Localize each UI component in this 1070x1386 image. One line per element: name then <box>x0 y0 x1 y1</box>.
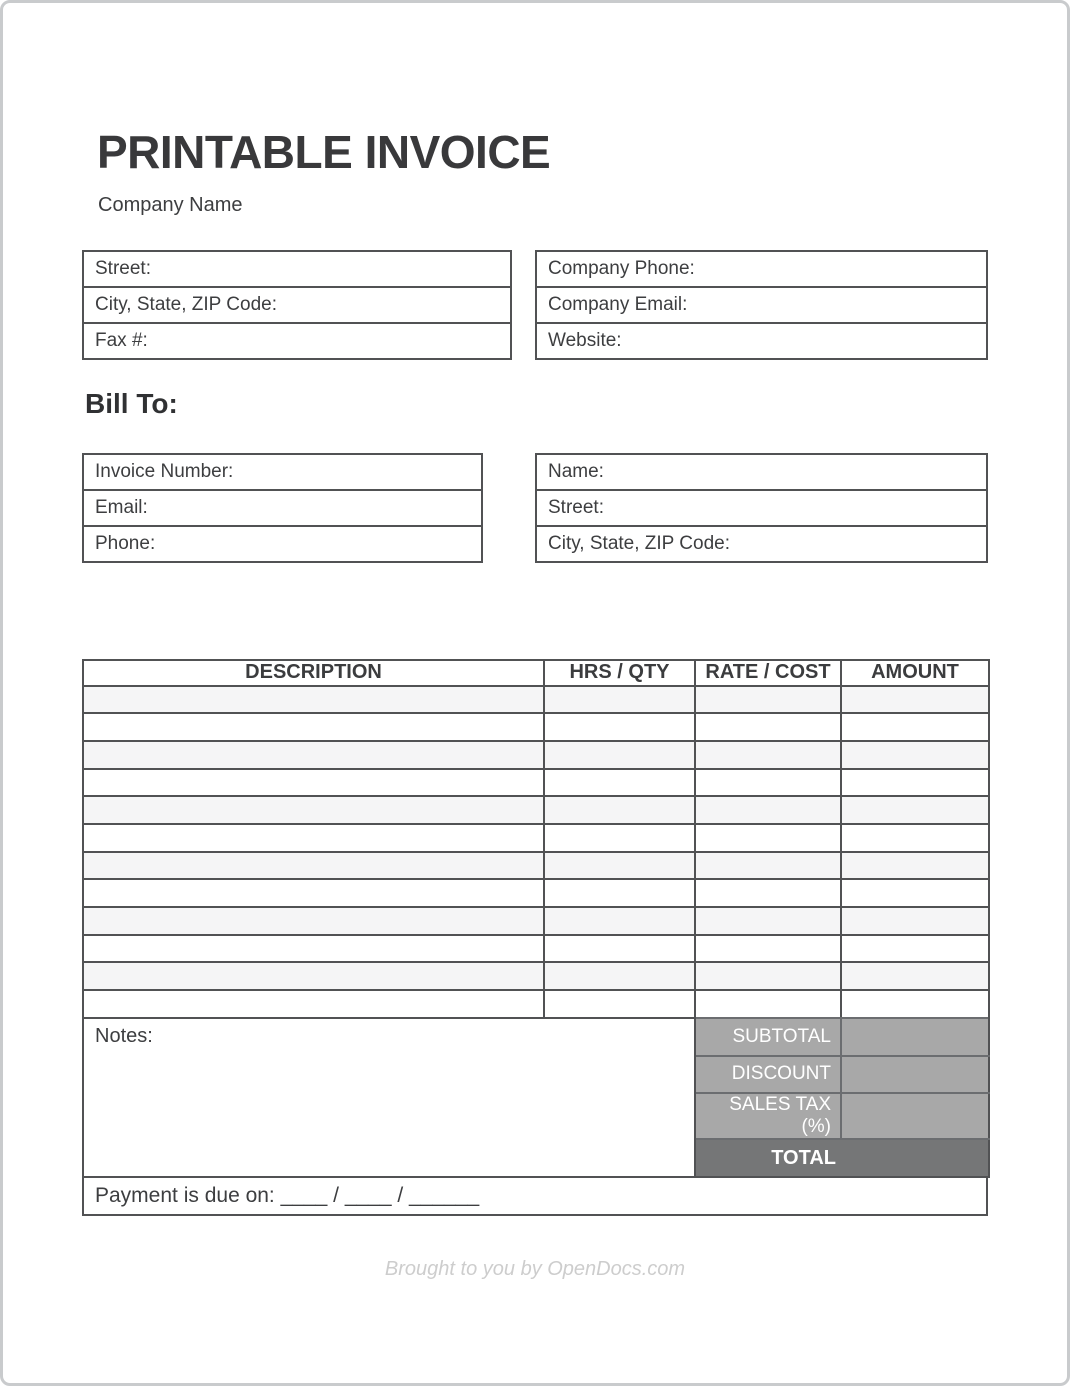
field-fax: Fax #: <box>83 323 511 359</box>
item-cell <box>83 769 544 797</box>
column-header-hrs-qty: HRS / QTY <box>544 660 695 686</box>
item-cell <box>695 824 841 852</box>
item-cell <box>695 879 841 907</box>
item-cell <box>841 962 989 990</box>
item-row <box>83 990 989 1018</box>
item-cell <box>83 796 544 824</box>
table-row <box>83 323 511 359</box>
field-invoice-number: Invoice Number: <box>83 454 482 490</box>
payment-due-line: Payment is due on: ____ / ____ / ______ <box>82 1176 988 1216</box>
bill-to-heading: Bill To: <box>85 387 178 419</box>
summary-row-subtotal <box>83 1018 989 1056</box>
item-cell <box>695 796 841 824</box>
item-row <box>83 686 989 714</box>
item-cell <box>695 713 841 741</box>
bill-to-left-table <box>82 453 483 563</box>
item-cell <box>544 962 695 990</box>
item-row <box>83 935 989 963</box>
table-row <box>83 454 482 490</box>
item-row <box>83 741 989 769</box>
item-row <box>83 852 989 880</box>
item-cell <box>83 824 544 852</box>
table-row <box>536 323 987 359</box>
table-row <box>83 526 482 562</box>
item-cell <box>83 907 544 935</box>
field-street: Street: <box>83 251 511 287</box>
field-company-phone: Company Phone: <box>536 251 987 287</box>
item-cell <box>841 852 989 880</box>
line-items-table <box>82 659 990 1019</box>
item-cell <box>544 935 695 963</box>
table-row <box>83 251 511 287</box>
footer-attribution: Brought to you by OpenDocs.com <box>384 1257 686 1280</box>
item-cell <box>841 935 989 963</box>
item-row <box>83 907 989 935</box>
item-cell <box>841 990 989 1018</box>
item-cell <box>83 713 544 741</box>
item-cell <box>841 769 989 797</box>
field-email: Email: <box>83 490 482 526</box>
item-cell <box>83 741 544 769</box>
item-cell <box>544 824 695 852</box>
item-row <box>83 713 989 741</box>
table-row <box>536 287 987 323</box>
column-header-description: DESCRIPTION <box>83 660 544 686</box>
item-cell <box>695 907 841 935</box>
item-cell <box>841 741 989 769</box>
notes-area: Notes: <box>83 1018 695 1177</box>
item-cell <box>544 769 695 797</box>
item-row <box>83 769 989 797</box>
item-row <box>83 879 989 907</box>
item-cell <box>83 935 544 963</box>
item-cell <box>544 796 695 824</box>
subtotal-value <box>841 1018 989 1056</box>
field-city-state-zip: City, State, ZIP Code: <box>83 287 511 323</box>
sales-tax-label: SALES TAX (%) <box>695 1093 841 1139</box>
item-cell <box>544 686 695 714</box>
item-cell <box>695 686 841 714</box>
item-cell <box>83 879 544 907</box>
company-info-left-table <box>82 250 512 360</box>
item-cell <box>695 990 841 1018</box>
item-row <box>83 796 989 824</box>
item-cell <box>544 879 695 907</box>
column-header-rate-cost: RATE / COST <box>695 660 841 686</box>
company-info-section <box>82 250 988 360</box>
sales-tax-value <box>841 1093 989 1139</box>
item-cell <box>544 741 695 769</box>
company-info-right-table <box>535 250 988 360</box>
discount-label: DISCOUNT <box>695 1056 841 1094</box>
field-city-state-zip: City, State, ZIP Code: <box>536 526 987 562</box>
items-table-body <box>83 686 989 1018</box>
field-company-email: Company Email: <box>536 287 987 323</box>
item-cell <box>841 796 989 824</box>
field-street: Street: <box>536 490 987 526</box>
item-cell <box>841 713 989 741</box>
item-cell <box>695 962 841 990</box>
table-row <box>536 490 987 526</box>
item-cell <box>695 852 841 880</box>
column-header-amount: AMOUNT <box>841 660 989 686</box>
table-row <box>536 251 987 287</box>
item-row <box>83 962 989 990</box>
item-cell <box>695 769 841 797</box>
field-website: Website: <box>536 323 987 359</box>
bill-to-right-table <box>535 453 988 563</box>
table-row <box>536 526 987 562</box>
total-label: TOTAL <box>695 1139 989 1177</box>
item-cell <box>83 686 544 714</box>
page-title: PRINTABLE INVOICE <box>97 126 551 178</box>
items-header-row <box>83 660 989 686</box>
subtotal-label: SUBTOTAL <box>695 1018 841 1056</box>
item-cell <box>544 713 695 741</box>
discount-value <box>841 1056 989 1094</box>
item-cell <box>544 990 695 1018</box>
item-cell <box>841 824 989 852</box>
item-cell <box>83 962 544 990</box>
field-phone: Phone: <box>83 526 482 562</box>
table-row <box>536 454 987 490</box>
table-row <box>83 287 511 323</box>
item-cell <box>83 990 544 1018</box>
company-name: Company Name <box>98 193 243 216</box>
item-cell <box>544 907 695 935</box>
item-cell <box>841 879 989 907</box>
item-cell <box>695 741 841 769</box>
field-name: Name: <box>536 454 987 490</box>
bill-to-section <box>82 453 988 563</box>
item-cell <box>695 935 841 963</box>
item-cell <box>841 686 989 714</box>
table-row <box>83 490 482 526</box>
item-cell <box>83 852 544 880</box>
item-row <box>83 824 989 852</box>
item-cell <box>544 852 695 880</box>
summary-section <box>82 1017 990 1178</box>
item-cell <box>841 907 989 935</box>
